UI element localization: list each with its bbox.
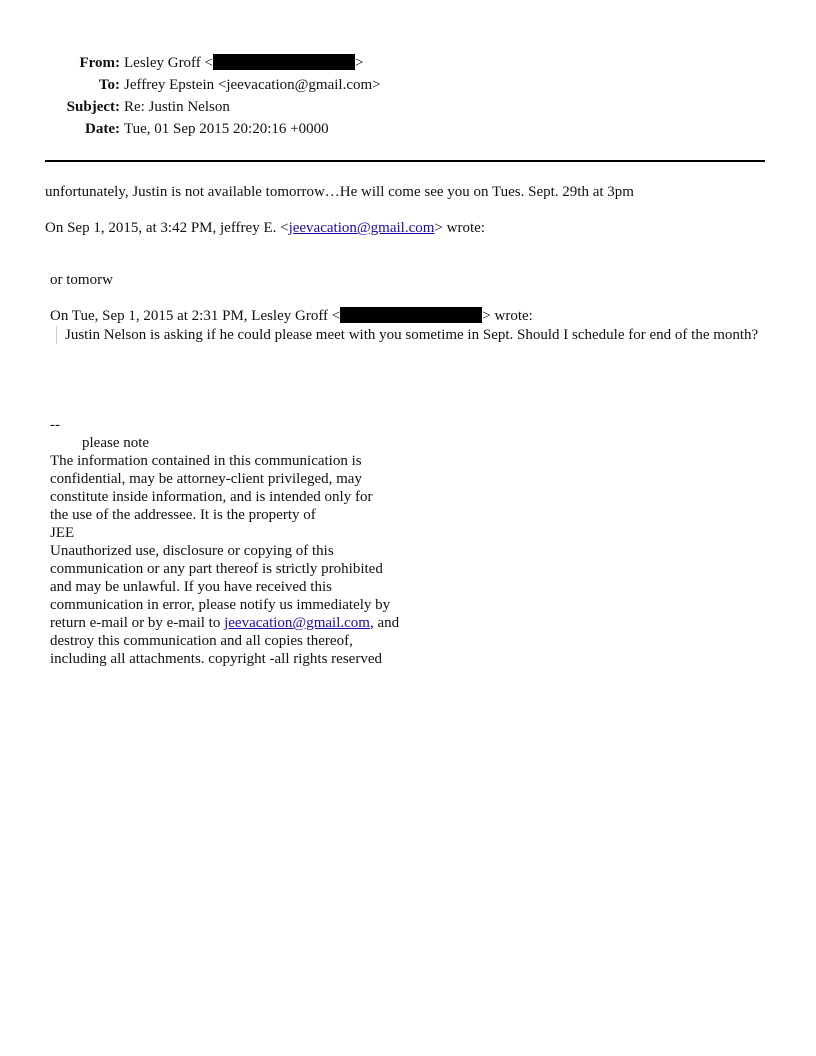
subject-label: Subject: <box>66 99 120 115</box>
date-label: Date: <box>85 121 120 137</box>
subject-value: Re: Justin Nelson <box>124 99 230 115</box>
date-value: Tue, 01 Sep 2015 20:20:16 +0000 <box>124 121 329 137</box>
signature-block <box>50 416 399 668</box>
date-row <box>44 118 381 140</box>
signature-line: and may be unlawful. If you have received this <box>50 579 332 595</box>
signature-line: The information contained in this communication is <box>50 453 362 469</box>
from-value: Lesley Groff < <box>124 55 213 71</box>
attribution-1-prefix: On Sep 1, 2015, at 3:42 PM, jeffrey E. < <box>45 220 289 236</box>
to-row <box>44 74 381 96</box>
email-link[interactable]: jeevacation@gmail.com <box>224 615 370 631</box>
quoted-message <box>56 326 773 344</box>
signature-line: confidential, may be attorney-client privileged, may <box>50 471 362 487</box>
email-header <box>44 52 381 140</box>
attribution-1-suffix: > wrote: <box>434 220 485 236</box>
email-line-prefix: return e-mail or by e-mail to <box>50 615 225 631</box>
signature-line: Unauthorized use, disclosure or copying of this <box>50 543 334 559</box>
short-reply: or tomorw <box>50 272 113 288</box>
redaction-block <box>340 307 482 323</box>
attribution-2-prefix: On Tue, Sep 1, 2015 at 2:31 PM, Lesley Groff < <box>50 308 341 324</box>
signature-line: communication or any part thereof is strictly prohibited <box>50 561 383 577</box>
to-label: To: <box>98 77 120 93</box>
attribution-1 <box>45 219 485 237</box>
signature-dashes: -- <box>50 417 60 433</box>
signature-note: please note <box>82 435 150 451</box>
attribution-2-suffix: > wrote: <box>482 308 533 324</box>
signature-email-line <box>50 614 399 632</box>
from-row <box>44 52 381 74</box>
signature-line: JEE <box>50 525 75 541</box>
email-line-suffix: , and <box>369 615 400 631</box>
signature-line: constitute inside information, and is intended only for <box>50 489 373 505</box>
subject-row <box>44 96 381 118</box>
signature-line: the use of the addressee. It is the property of <box>50 507 316 523</box>
from-label: From: <box>79 55 120 71</box>
attribution-2 <box>50 307 533 325</box>
signature-line: destroy this communication and all copies thereof, <box>50 633 353 649</box>
to-value: Jeffrey Epstein <jeevacation@gmail.com> <box>124 77 381 93</box>
email-link[interactable]: jeevacation@gmail.com <box>288 220 435 236</box>
quoted-text: Justin Nelson is asking if he could please meet with you sometime in Sept. Should I schedule for end of the month? <box>65 327 759 343</box>
redaction-block <box>213 54 355 70</box>
from-close: > <box>355 55 364 71</box>
header-divider <box>45 160 765 162</box>
signature-line: communication in error, please notify us immediately by <box>50 597 391 613</box>
reply-text: unfortunately, Justin is not available tomorrow…He will come see you on Tues. Sept. 29th at 3pm <box>45 184 634 200</box>
signature-line: including all attachments. copyright -all rights reserved <box>50 651 382 667</box>
